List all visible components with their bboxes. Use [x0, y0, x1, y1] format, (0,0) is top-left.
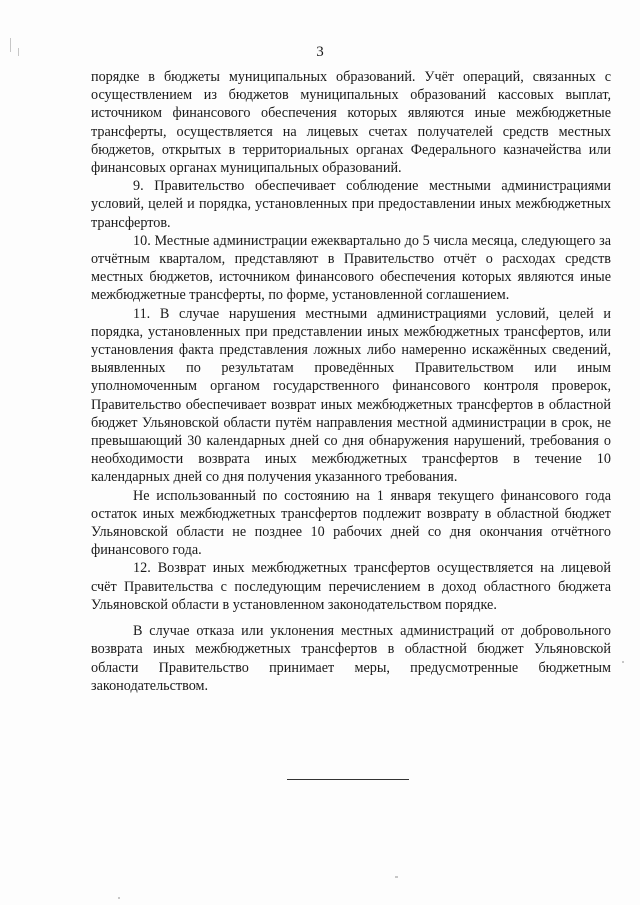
document-body — [91, 68, 611, 695]
closing-divider-line — [287, 779, 409, 780]
page-number: 3 — [316, 44, 324, 60]
paragraph-clause-12: 12. Возврат иных межбюджетных трансфертов осуществляется на лицевой счёт Правительства с последующим перечислением в доход областного бюджета Ульяновской области в установленном законодательством порядке. — [91, 560, 611, 613]
scan-artifact-bottom-center — [395, 876, 398, 878]
paragraph-continuation: порядке в бюджеты муниципальных образований. Учёт операций, связанных с осуществлением из бюджетов муниципальных образований кассовых выплат, источником финансового обеспечения которых являются иные межбюджетные трансферты, осуществляется на лицевых счетах получателей средств местных бюджетов, открытых в территориальных органах Федерального казначейства или финансовых органах муниципальных образований. — [91, 69, 611, 177]
paragraph-clause-9: 9. Правительство обеспечивает соблюдение местными администрациями условий, целей и порядка, установленных при предоставлении иных межбюджетных трансфертов. — [91, 178, 611, 231]
paragraph-clause-10: 10. Местные администрации ежеквартально до 5 числа месяца, следующего за отчётным кварталом, представляют в Правительство отчёт о расходах средств местных бюджетов, источником финансового обеспечения которых являются иные межбюджетные трансферты, по форме, установленной соглашением. — [91, 232, 611, 304]
scan-artifact-right — [622, 661, 624, 663]
paragraph-clause-11: 11. В случае нарушения местными администрациями условий, целей и порядка, установленных при представлении иных межбюджетных трансфертов, или установления факта представления ложных либо намеренно искажённых сведений, выявленных по результатам проведённых Правительством или иным уполномоченным органом государственного финансового контроля проверок, Правительство обеспечивает возврат иных межбюджетных трансфертов в областной бюджет Ульяновской области путём направления местной администрации в срок, не превышающий 30 календарных дней со дня обнаружения нарушений, требования о необходимости возврата иных межбюджетных трансфертов в течение 10 календарных дней со дня получения указанного требования. — [91, 305, 611, 486]
scan-artifact-left-top — [10, 38, 11, 52]
paragraph-refusal-case: В случае отказа или уклонения местных администраций от добровольного возврата иных межбюджетных трансфертов в областной бюджет Ульяновской области Правительство принимает меры, предусмотренные бюджетным законодательством. — [91, 623, 611, 694]
scan-artifact-bottom-left — [118, 897, 120, 899]
scan-artifact-left-mid — [18, 48, 19, 56]
paragraph-unused-balance: Не использованный по состоянию на 1 января текущего финансового года остаток иных межбюджетных трансфертов подлежит возврату в областной бюджет Ульяновской области не позднее 10 рабочих дней со дня окончания отчётного финансового года. — [91, 487, 611, 559]
